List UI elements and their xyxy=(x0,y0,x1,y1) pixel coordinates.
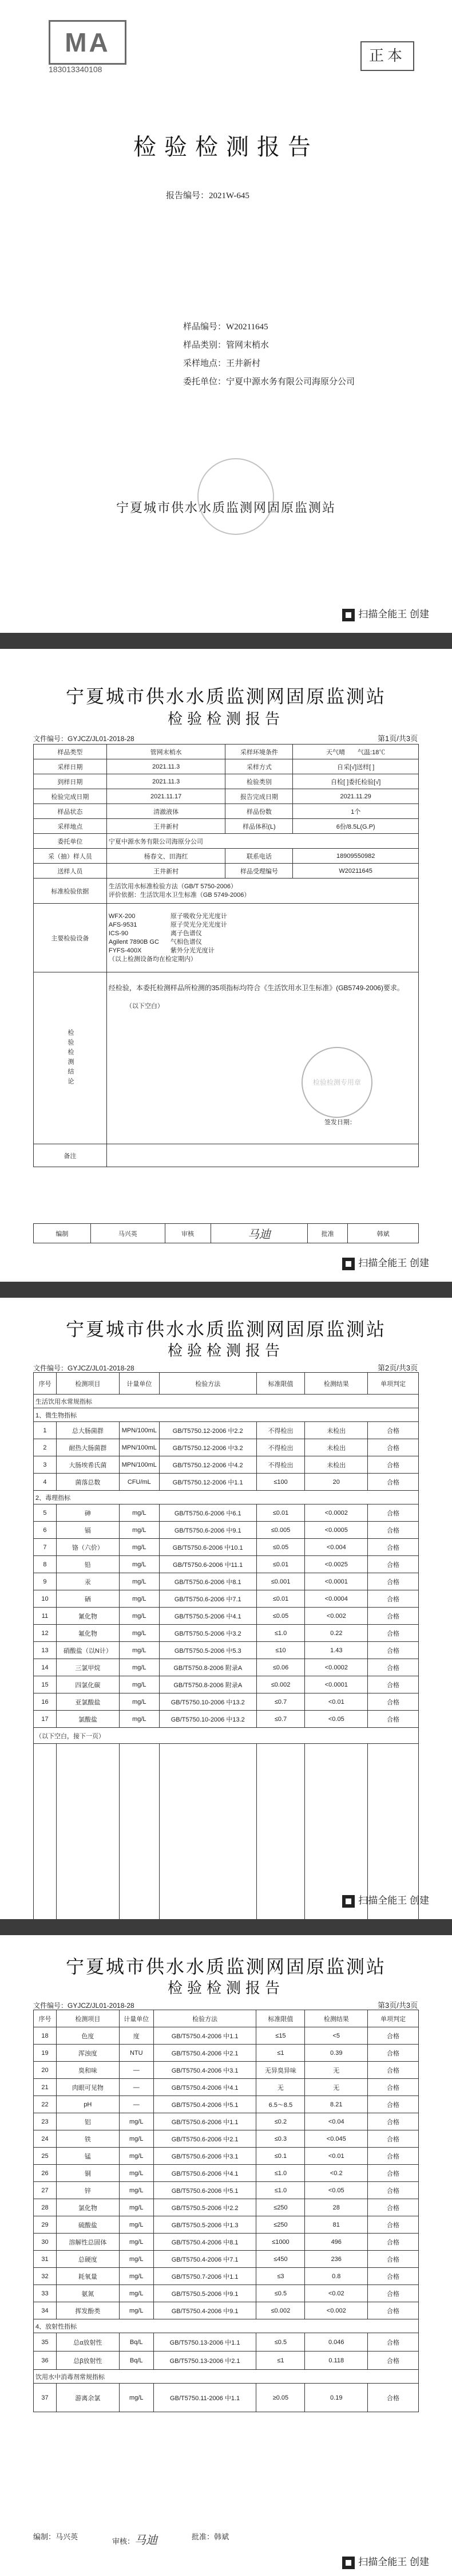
blank-note: （以下空白，接下一页） xyxy=(34,1728,419,1744)
table-row: 23 铝 mg/L GB/T5750.6-2006 中1.1 ≤0.2 <0.04 合格 xyxy=(34,2113,419,2130)
cover-field-client: 委托单位：宁夏中源水务有限公司海原分公司 xyxy=(183,377,355,387)
table-row: 33 氨氮 mg/L GB/T5750.5-2006 中9.1 ≤0.5 <0.02 合格 xyxy=(34,2285,419,2302)
remark-row: 备注 xyxy=(34,1144,419,1167)
table-row: 3 大肠埃希氏菌 MPN/100mL GB/T5750.12-2006 中4.2 不得检出 未检出 合格 xyxy=(34,1456,419,1474)
cover-organization: 宁夏城市供水水质监测网固原监测站 xyxy=(116,501,336,515)
qr-icon xyxy=(342,2557,355,2569)
table-row: 22 pH — GB/T5750.4-2006 中5.1 6.5～8.5 8.21 合格 xyxy=(34,2096,419,2113)
results-table-2 xyxy=(33,2010,419,2412)
cover-seal xyxy=(197,458,274,535)
table-row: 30 溶解性总固体 mg/L GB/T5750.4-2006 中8.1 ≤1000 496 合格 xyxy=(34,2234,419,2251)
table-row: 29 硫酸盐 mg/L GB/T5750.5-2006 中1.3 ≤250 81 合格 xyxy=(34,2216,419,2234)
table-row: 样品类型 管网末梢水 采样环境条件 天气晴 气温:18℃ xyxy=(34,745,419,759)
table-row: 1 总大肠菌群 MPN/100mL GB/T5750.12-2006 中2.2 不得检出 未检出 合格 xyxy=(34,1422,419,1439)
table-row: 16 亚氯酸盐 mg/L GB/T5750.10-2006 中13.2 ≤0.7 <0.01 合格 xyxy=(34,1693,419,1711)
conclusion-blank: （以下空白） xyxy=(125,1003,164,1010)
scanner-footer: 扫描全能王 创建 xyxy=(342,1255,429,1270)
page-separator xyxy=(0,633,452,649)
signature-line: 编制：马兴英 审核：马迪 批准：韩斌 xyxy=(33,2532,229,2547)
cover-title: 检验检测报告 xyxy=(133,134,319,160)
section-label: 生活饮用水常规指标 xyxy=(34,1395,419,1408)
table-row: 6 镉 mg/L GB/T5750.6-2006 中9.1 ≤0.005 <0.0005 合格 xyxy=(34,1522,419,1539)
report-title: 检验检测报告 xyxy=(167,1980,284,1996)
page-number: 第1页/共3页 xyxy=(378,734,418,743)
org-title: 宁夏城市供水水质监测网固原监测站 xyxy=(65,686,386,707)
table-row: 26 铜 mg/L GB/T5750.6-2006 中4.1 ≤1.0 <0.2 合格 xyxy=(34,2165,419,2182)
report-page-2 xyxy=(0,1298,452,1919)
table-row: 样品状态 清澈液体 样品份数 1个 xyxy=(34,804,419,819)
report-title: 检验检测报告 xyxy=(167,711,284,727)
table-row: 15 四氯化碳 mg/L GB/T5750.8-2006 附录A ≤0.002 <0.0001 合格 xyxy=(34,1676,419,1693)
conclusion-text: 经检验，本委托检测样品所检测的35项指标均符合《生活饮用水卫生标准》(GB5749-2006)要求。 xyxy=(108,984,404,992)
results-table-1 xyxy=(33,1372,419,1919)
report-number-value: 2021W-645 xyxy=(209,191,249,200)
table-row: 32 耗氧量 mg/L GB/T5750.7-2006 中1.1 ≤3 0.8 合格 xyxy=(34,2268,419,2285)
cma-logo-number: 183013340108 xyxy=(49,65,102,74)
table-row: 采样地点 王井新村 样品体积(L) 6份/8.5L(G.P) xyxy=(34,819,419,834)
page-separator xyxy=(0,1919,452,1935)
report-title: 检验检测报告 xyxy=(167,1342,284,1359)
qr-icon xyxy=(342,1895,355,1908)
inspection-seal: 检验检测专用章 xyxy=(302,1047,372,1118)
page-separator xyxy=(0,1282,452,1298)
sign-date-label: 签发日期： xyxy=(324,1119,356,1126)
table-row: 4 菌落总数 CFU/mL GB/T5750.12-2006 中1.1 ≤100 20 合格 xyxy=(34,1474,419,1491)
cover-field-sample-type: 样品类别：管网末梢水 xyxy=(183,341,269,350)
table-row: 2 耐热大肠菌群 MPN/100mL GB/T5750.12-2006 中3.2 不得检出 未检出 合格 xyxy=(34,1439,419,1456)
qr-icon xyxy=(342,609,355,621)
report-number-label: 报告编号： xyxy=(166,191,209,200)
org-title: 宁夏城市供水水质监测网固原监测站 xyxy=(65,1956,386,1977)
group-title: 1、微生物指标 xyxy=(34,1408,419,1422)
table-row: 采（抽）样人员 杨春文、田海红 联系电话 18909550982 xyxy=(34,849,419,864)
table-row: 27 锌 mg/L GB/T5750.6-2006 中5.1 ≤1.0 <0.05 合格 xyxy=(34,2182,419,2199)
table-row: 委托单位 宁夏中源水务有限公司海原分公司 xyxy=(34,834,419,849)
table-row: 19 浑浊度 NTU GB/T5750.4-2006 中2.1 ≤1 0.39 合格 xyxy=(34,2045,419,2062)
signature-table: 编制 马兴英 审核 马迪 批准 韩斌 xyxy=(33,1223,419,1243)
table-row: 到样日期 2021.11.3 检验类别 自检[ ]委托检验[√] xyxy=(34,774,419,789)
table-row: 25 锰 mg/L GB/T5750.6-2006 中3.1 ≤0.1 <0.01 合格 xyxy=(34,2148,419,2165)
doc-number: 文件编号：GYJCZ/JL01-2018-28 xyxy=(33,1364,134,1372)
table-row: 21 肉眼可见物 — GB/T5750.4-2006 中4.1 无 无 合格 xyxy=(34,2079,419,2096)
table-row: 17 氯酸盐 mg/L GB/T5750.10-2006 中13.2 ≤0.7 <0.05 合格 xyxy=(34,1711,419,1728)
table-header-row: 序号 检测项目 计量单位 检验方法 标准限值 检测结果 单项判定 xyxy=(34,1373,419,1395)
table-row: 采样日期 2021.11.3 采样方式 自采[√]送样[ ] xyxy=(34,759,419,774)
table-row: 14 三氯甲烷 mg/L GB/T5750.8-2006 附录A ≤0.06 <0.0002 合格 xyxy=(34,1659,419,1676)
table-row: 送样人员 王井新村 样品受理编号 W20211645 xyxy=(34,864,419,879)
scanner-footer: 扫描全能王 创建 xyxy=(342,2554,429,2569)
table-row: 7 铬（六价） mg/L GB/T5750.6-2006 中10.1 ≤0.05 <0.004 合格 xyxy=(34,1539,419,1556)
cover-fields xyxy=(183,318,355,391)
table-row: 34 挥发酚类 mg/L GB/T5750.4-2006 中9.1 ≤0.002 <0.002 合格 xyxy=(34,2302,419,2319)
group-title: 2、毒理指标 xyxy=(34,1491,419,1504)
scanner-footer: 扫描全能王 创建 xyxy=(342,606,429,621)
table-row: 20 臭和味 — GB/T5750.4-2006 中3.1 无异臭异味 无 合格 xyxy=(34,2062,419,2079)
page-number: 第2页/共3页 xyxy=(378,1364,418,1372)
qr-icon xyxy=(342,1258,355,1270)
table-row: 24 铁 mg/L GB/T5750.6-2006 中2.1 ≤0.3 <0.045 合格 xyxy=(34,2130,419,2148)
table-header-row: 序号 检测项目 计量单位 检验方法 标准限值 检测结果 单项判定 xyxy=(34,2010,419,2027)
table-row: 9 汞 mg/L GB/T5750.6-2006 中8.1 ≤0.001 <0.0001 合格 xyxy=(34,1573,419,1590)
conclusion-row: 检验检测结论 经检验，本委托检测样品所检测的35项指标均符合《生活饮用水卫生标准》(GB5749-2006)要求。 （以下空白） 检验检测专用章 签发日期： xyxy=(34,972,419,1144)
cma-logo: MA xyxy=(49,20,126,65)
table-row: 5 砷 mg/L GB/T5750.6-2006 中6.1 ≤0.01 <0.0002 合格 xyxy=(34,1504,419,1522)
report-page-3 xyxy=(0,1935,452,2576)
sample-info-table xyxy=(33,744,419,1167)
cover-field-location: 采样地点：王井新村 xyxy=(183,359,261,368)
scanner-footer: 扫描全能王 创建 xyxy=(342,1892,429,1908)
original-copy-stamp: 正本 xyxy=(360,41,414,71)
table-row: 37 游离余氯 mg/L GB/T5750.11-2006 中1.1 ≥0.05 0.19 合格 xyxy=(34,2384,419,2412)
table-row: 12 氟化物 mg/L GB/T5750.5-2006 中3.2 ≤1.0 0.22 合格 xyxy=(34,1625,419,1642)
table-row: 10 硒 mg/L GB/T5750.6-2006 中7.1 ≤0.01 <0.0004 合格 xyxy=(34,1590,419,1608)
table-row: 18 色度 度 GB/T5750.4-2006 中1.1 ≤15 <5 合格 xyxy=(34,2027,419,2045)
table-row: 13 硝酸盐（以N计） mg/L GB/T5750.5-2006 中5.3 ≤10 1.43 合格 xyxy=(34,1642,419,1659)
standard-row: 标准检验依据 生活饮用水标准检验方法（GB/T 5750-2006） 评价依据：生活饮用水卫生标准（GB 5749-2006） xyxy=(34,879,419,904)
org-title: 宁夏城市供水水质监测网固原监测站 xyxy=(65,1319,386,1340)
table-row: 31 总硬度 mg/L GB/T5750.4-2006 中7.1 ≤450 236 合格 xyxy=(34,2251,419,2268)
cover-field-sample-no: 样品编号：W20211645 xyxy=(183,322,268,332)
report-page-1 xyxy=(0,649,452,1282)
equipment-row: 主要检验设备 WFX-200 AFS-9531 ICS-90 Agilent 7890B GC FYFS-400X 原子吸收分光光度计 原子荧光分光光度计 离子色谱仪 气相色谱仪 紫外分光光度计 （以上检测设备均在检定期内） xyxy=(34,904,419,972)
table-row: 检验完成日期 2021.11.17 报告完成日期 2021.11.29 xyxy=(34,789,419,804)
table-row: 8 铅 mg/L GB/T5750.6-2006 中11.1 ≤0.01 <0.0025 合格 xyxy=(34,1556,419,1573)
page-number: 第3页/共3页 xyxy=(378,2001,418,2010)
group-title: 4、放射性指标 xyxy=(34,2319,419,2333)
cover-page xyxy=(0,0,452,633)
table-row: 36 总β放射性 Bq/L GB/T5750.13-2006 中2.1 ≤1 0.118 合格 xyxy=(34,2352,419,2370)
doc-number: 文件编号：GYJCZ/JL01-2018-28 xyxy=(33,2002,134,2010)
group-title: 饮用水中消毒剂常规指标 xyxy=(34,2370,419,2384)
report-number xyxy=(166,189,249,201)
table-row: 35 总α放射性 Bq/L GB/T5750.13-2006 中1.1 ≤0.5 0.046 合格 xyxy=(34,2333,419,2352)
table-row: 28 氯化物 mg/L GB/T5750.5-2006 中2.2 ≤250 28 合格 xyxy=(34,2199,419,2216)
doc-number: 文件编号：GYJCZ/JL01-2018-28 xyxy=(33,735,134,743)
table-row: 11 氰化物 mg/L GB/T5750.5-2006 中4.1 ≤0.05 <0.002 合格 xyxy=(34,1608,419,1625)
